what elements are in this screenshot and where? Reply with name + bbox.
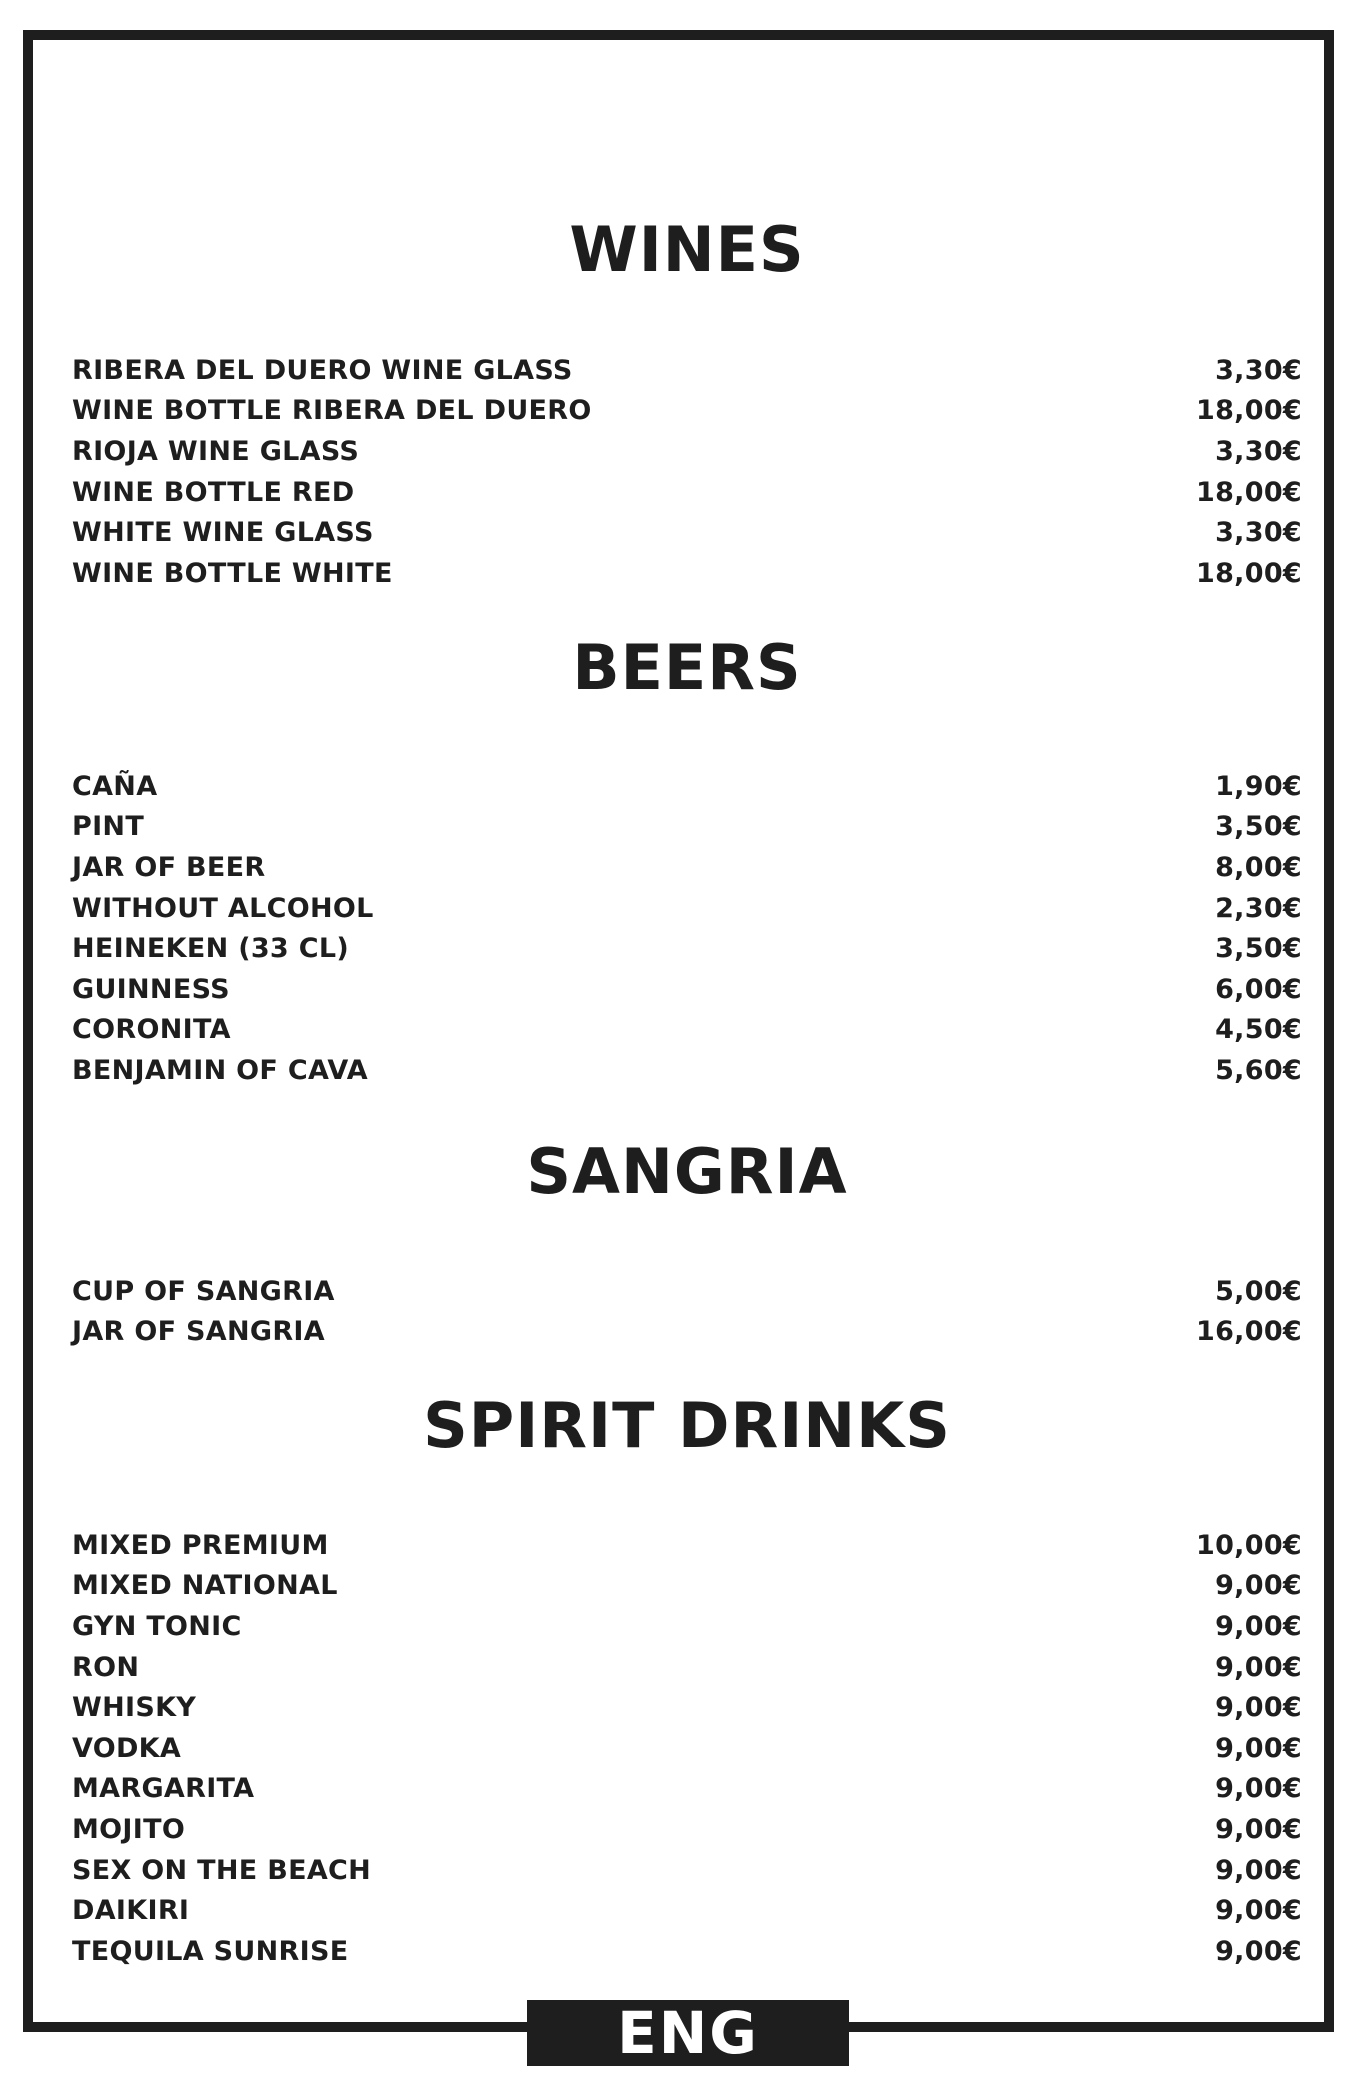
language-badge[interactable]: ENG — [527, 2000, 849, 2066]
item-price: 3,30€ — [1215, 517, 1302, 549]
item-price: 9,00€ — [1215, 1570, 1302, 1602]
item-name: WINE BOTTLE WHITE — [72, 557, 393, 589]
list-item — [72, 1850, 1302, 1891]
item-price: 18,00€ — [1196, 476, 1302, 508]
list-item — [72, 1647, 1302, 1688]
item-name: WINE BOTTLE RED — [72, 476, 355, 508]
item-name: RON — [72, 1651, 140, 1683]
item-name: CORONITA — [72, 1014, 231, 1046]
list-item — [72, 1566, 1302, 1607]
section-title-beers: BEERS — [572, 631, 802, 704]
list-item — [72, 1728, 1302, 1769]
list-item — [72, 1271, 1302, 1312]
list-item — [72, 766, 1302, 807]
list-item — [72, 553, 1302, 594]
item-name: CUP OF SANGRIA — [72, 1275, 335, 1307]
item-price: 16,00€ — [1196, 1316, 1302, 1348]
item-price: 9,00€ — [1215, 1854, 1302, 1886]
list-item — [72, 1312, 1302, 1353]
item-name: VODKA — [72, 1732, 182, 1764]
list-item — [72, 431, 1302, 472]
item-price: 1,90€ — [1215, 770, 1302, 802]
item-price: 3,30€ — [1215, 435, 1302, 467]
item-price: 9,00€ — [1215, 1773, 1302, 1805]
list-item — [72, 1050, 1302, 1091]
item-name: BENJAMIN OF CAVA — [72, 1054, 368, 1086]
list-item — [72, 888, 1302, 929]
item-name: DAIKIRI — [72, 1895, 190, 1927]
item-name: MOJITO — [72, 1813, 186, 1845]
item-price: 3,30€ — [1215, 354, 1302, 386]
item-price: 8,00€ — [1215, 851, 1302, 883]
item-price: 5,60€ — [1215, 1054, 1302, 1086]
section-title-wines: WINES — [569, 213, 805, 286]
list-item — [72, 1769, 1302, 1810]
list-item — [72, 391, 1302, 432]
item-price: 10,00€ — [1196, 1529, 1302, 1561]
item-name: WHISKY — [72, 1692, 197, 1724]
list-item — [72, 1931, 1302, 1972]
item-name: PINT — [72, 811, 145, 843]
list-item — [72, 807, 1302, 848]
item-price: 2,30€ — [1215, 892, 1302, 924]
item-name: JAR OF BEER — [72, 851, 266, 883]
item-name: WHITE WINE GLASS — [72, 517, 374, 549]
item-name: JAR OF SANGRIA — [72, 1316, 325, 1348]
item-price: 18,00€ — [1196, 557, 1302, 589]
item-name: GUINNESS — [72, 973, 230, 1005]
item-price: 9,00€ — [1215, 1813, 1302, 1845]
spirits-list — [72, 1525, 1302, 1972]
item-name: GYN TONIC — [72, 1610, 242, 1642]
wines-list — [72, 350, 1302, 594]
item-name: MARGARITA — [72, 1773, 255, 1805]
item-price: 6,00€ — [1215, 973, 1302, 1005]
list-item — [72, 847, 1302, 888]
list-item — [72, 1606, 1302, 1647]
section-title-sangria: SANGRIA — [526, 1135, 848, 1208]
item-name: SEX ON THE BEACH — [72, 1854, 372, 1886]
list-item — [72, 1890, 1302, 1931]
item-name: WINE BOTTLE RIBERA DEL DUERO — [72, 395, 592, 427]
list-item — [72, 1809, 1302, 1850]
item-name: RIOJA WINE GLASS — [72, 435, 360, 467]
item-price: 9,00€ — [1215, 1935, 1302, 1967]
item-name: HEINEKEN (33 CL) — [72, 933, 349, 965]
item-name: CAÑA — [72, 770, 158, 802]
item-name: RIBERA DEL DUERO WINE GLASS — [72, 354, 573, 386]
list-item — [72, 1525, 1302, 1566]
section-title-spirits: SPIRIT DRINKS — [423, 1389, 951, 1462]
list-item — [72, 512, 1302, 553]
list-item — [72, 969, 1302, 1010]
item-price: 9,00€ — [1215, 1651, 1302, 1683]
item-price: 9,00€ — [1215, 1895, 1302, 1927]
sangria-list — [72, 1271, 1302, 1352]
item-name: MIXED NATIONAL — [72, 1570, 338, 1602]
list-item — [72, 350, 1302, 391]
item-price: 3,50€ — [1215, 933, 1302, 965]
beers-list — [72, 766, 1302, 1091]
item-price: 9,00€ — [1215, 1692, 1302, 1724]
list-item — [72, 1687, 1302, 1728]
item-price: 5,00€ — [1215, 1275, 1302, 1307]
item-price: 9,00€ — [1215, 1732, 1302, 1764]
item-price: 18,00€ — [1196, 395, 1302, 427]
item-price: 3,50€ — [1215, 811, 1302, 843]
item-name: MIXED PREMIUM — [72, 1529, 329, 1561]
list-item — [72, 928, 1302, 969]
list-item — [72, 472, 1302, 513]
item-price: 9,00€ — [1215, 1610, 1302, 1642]
item-name: WITHOUT ALCOHOL — [72, 892, 374, 924]
item-name: TEQUILA SUNRISE — [72, 1935, 349, 1967]
list-item — [72, 1010, 1302, 1051]
item-price: 4,50€ — [1215, 1014, 1302, 1046]
